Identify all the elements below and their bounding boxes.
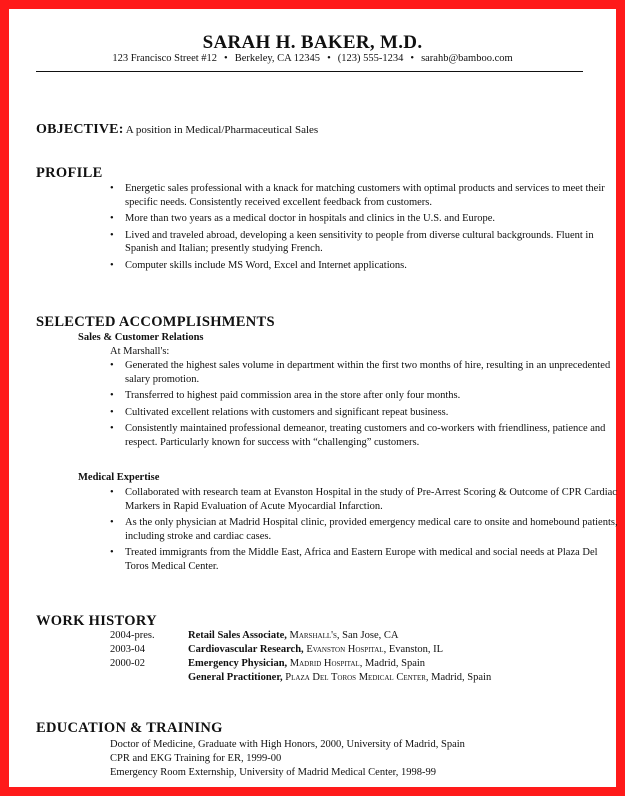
objective-text: A position in Medical/Pharmaceutical Sales <box>125 124 319 136</box>
list-item: • Consistently maintained professional demeanor, treating customers and co-workers with friendliness, patience and respect. Particularly known for success with “challenging” customers. <box>109 422 619 449</box>
list-item: • As the only physician at Madrid Hospital clinic, provided emergency medical care to onsite and homebound patients, including stroke and cardiac cases. <box>109 516 619 543</box>
contact-separator: • <box>410 53 415 64</box>
list-item: • Cultivated excellent relations with customers and significant repeat business. <box>109 406 619 420</box>
list-item: Emergency Room Externship, University of Madrid Medical Center, 1998-99 <box>110 767 436 778</box>
profile-heading: PROFILE <box>36 165 103 181</box>
sales-employer: At Marshall's: <box>110 346 170 357</box>
work-description <box>188 658 425 669</box>
work-role: Retail Sales Associate, <box>188 630 287 641</box>
work-place: Madrid, Spain <box>431 672 492 683</box>
work-description <box>188 644 443 655</box>
education-list <box>110 738 465 780</box>
work-years: 2000-02 <box>110 658 145 669</box>
objective-heading: OBJECTIVE: <box>36 122 124 137</box>
list-item: • Computer skills include MS Word, Excel and Internet applications. <box>109 259 619 273</box>
work-organization: Evanston Hospital, <box>306 644 387 655</box>
contact-address: 123 Francisco Street #12 <box>112 53 218 64</box>
medical-subheading: Medical Expertise <box>78 472 160 483</box>
resume-page <box>9 9 616 787</box>
profile-list <box>109 182 619 275</box>
contact-city: Berkeley, CA 12345 <box>234 53 321 64</box>
list-item: • Treated immigrants from the Middle East, Africa and Eastern Europe with medical and social needs at Plaza Del Toros Medical Center. <box>109 546 619 573</box>
list-item: • Energetic sales professional with a knack for matching customers with optimal products and services to meet their specific needs. Consistently received excellent feedback from customers. <box>109 182 619 209</box>
list-item: • Transferred to highest paid commission area in the store after only four months. <box>109 389 619 403</box>
list-item: CPR and EKG Training for ER, 1999-00 <box>110 753 282 764</box>
resume-name: SARAH H. BAKER, M.D. <box>202 32 423 53</box>
work-history-heading: WORK HISTORY <box>36 613 157 629</box>
contact-separator: • <box>327 53 331 64</box>
work-years: 2003-04 <box>110 644 145 655</box>
work-years: 2004-pres. <box>110 630 155 641</box>
education-heading: EDUCATION & TRAINING <box>36 720 223 736</box>
work-description <box>188 630 398 641</box>
contact-phone: (123) 555-1234 <box>337 53 404 64</box>
work-role: Emergency Physician, <box>188 658 288 669</box>
list-item: • Collaborated with research team at Evanston Hospital in the study of Pre-Arrest Scoring & Outcome of CPR Cardiac Markers in Rapid Evaluation of Acute Myocardial Infarction. <box>109 486 619 513</box>
work-place: San Jose, CA <box>342 630 399 641</box>
work-role: General Practitioner, <box>188 672 283 683</box>
list-item: • Lived and traveled abroad, developing a keen sensitivity to people from diverse cultural backgrounds. Fluent in Spanish and Italian; presently studying French. <box>109 229 619 256</box>
work-place: Madrid, Spain <box>364 658 426 669</box>
list-item: Doctor of Medicine, Graduate with High Honors, 2000, University of Madrid, Spain <box>110 739 465 750</box>
medical-list <box>109 486 619 576</box>
work-organization: Madrid Hospital, <box>289 658 363 669</box>
objective-section <box>36 122 318 138</box>
list-item: • More than two years as a medical doctor in hospitals and clinics in the U.S. and Europe. <box>109 212 619 226</box>
work-role: Cardiovascular Research, <box>188 644 304 655</box>
sales-subheading: Sales & Customer Relations <box>78 332 204 343</box>
work-description <box>188 672 491 683</box>
contact-line <box>9 53 616 64</box>
contact-separator: • <box>224 53 228 64</box>
header-divider <box>36 71 583 72</box>
accomplishments-heading: SELECTED ACCOMPLISHMENTS <box>36 314 275 330</box>
contact-email: sarahb@bamboo.com <box>421 53 513 64</box>
sales-list <box>109 359 619 452</box>
work-place: Evanston, IL <box>388 644 444 655</box>
work-organization: Marshall's, <box>289 630 340 641</box>
work-organization: Plaza Del Toros Medical Center, <box>285 672 429 683</box>
list-item: • Generated the highest sales volume in department within the first two months of hire, resulting in an unprecedented salary promotion. <box>109 359 619 386</box>
